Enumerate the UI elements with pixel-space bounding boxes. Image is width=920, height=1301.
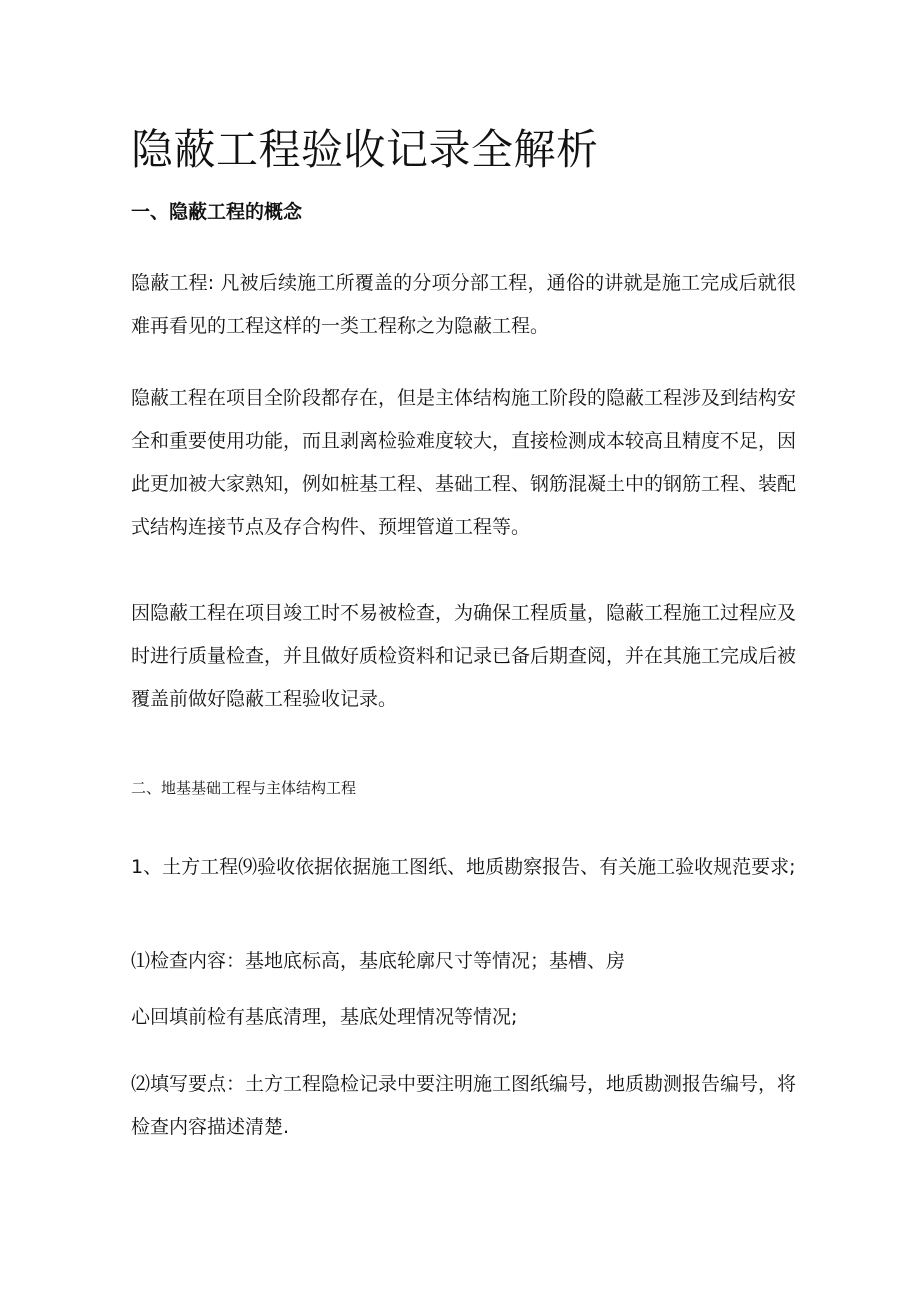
list-item-earthwork: 1、土方工程⑼验收依据依据施工图纸、地质勘察报告、有关施工验收规范要求; [131, 856, 796, 878]
list-item-check-content-cont: 心回填前检有基底清理，基底处理情况等情况; [131, 1006, 518, 1028]
section-heading-foundation: 二、地基基础工程与主体结构工程 [131, 779, 357, 797]
list-item-check-content: ⑴检查内容：基地底标高，基底轮廓尺寸等情况；基槽、房 [131, 950, 626, 972]
paragraph-definition: 隐蔽工程: 凡被后续施工所覆盖的分项分部工程，通俗的讲就是施工完成后就很难再看见的工程这样的一类工程称之为隐蔽工程。 [131, 272, 796, 337]
document-title: 隐蔽工程验收记录全解析 [131, 125, 599, 174]
paragraph-scope: 隐蔽工程在项目全阶段都存在，但是主体结构施工阶段的隐蔽工程涉及到结构安全和重要使用功能，而且剥离检验难度较大，直接检测成本较高且精度不足，因此更加被大家熟知，例如桩基工程、基础工程、钢筋混凝土中的钢筋工程、装配式结构连接节点及存合构件、预埋管道工程等。 [131, 387, 797, 538]
paragraph-inspection: 因隐蔽工程在项目竣工时不易被检查，为确保工程质量，隐蔽工程施工过程应及时进行质量检查，并且做好质检资料和记录已备后期查阅，并在其施工完成后被覆盖前做好隐蔽工程验收记录。 [131, 602, 797, 710]
section-heading-concept: 一、隐蔽工程的概念 [131, 201, 303, 223]
list-item-fill-points: ⑵填写要点：土方工程隐检记录中要注明施工图纸编号，地质勘测报告编号，将检查内容描述清楚. [131, 1073, 797, 1138]
